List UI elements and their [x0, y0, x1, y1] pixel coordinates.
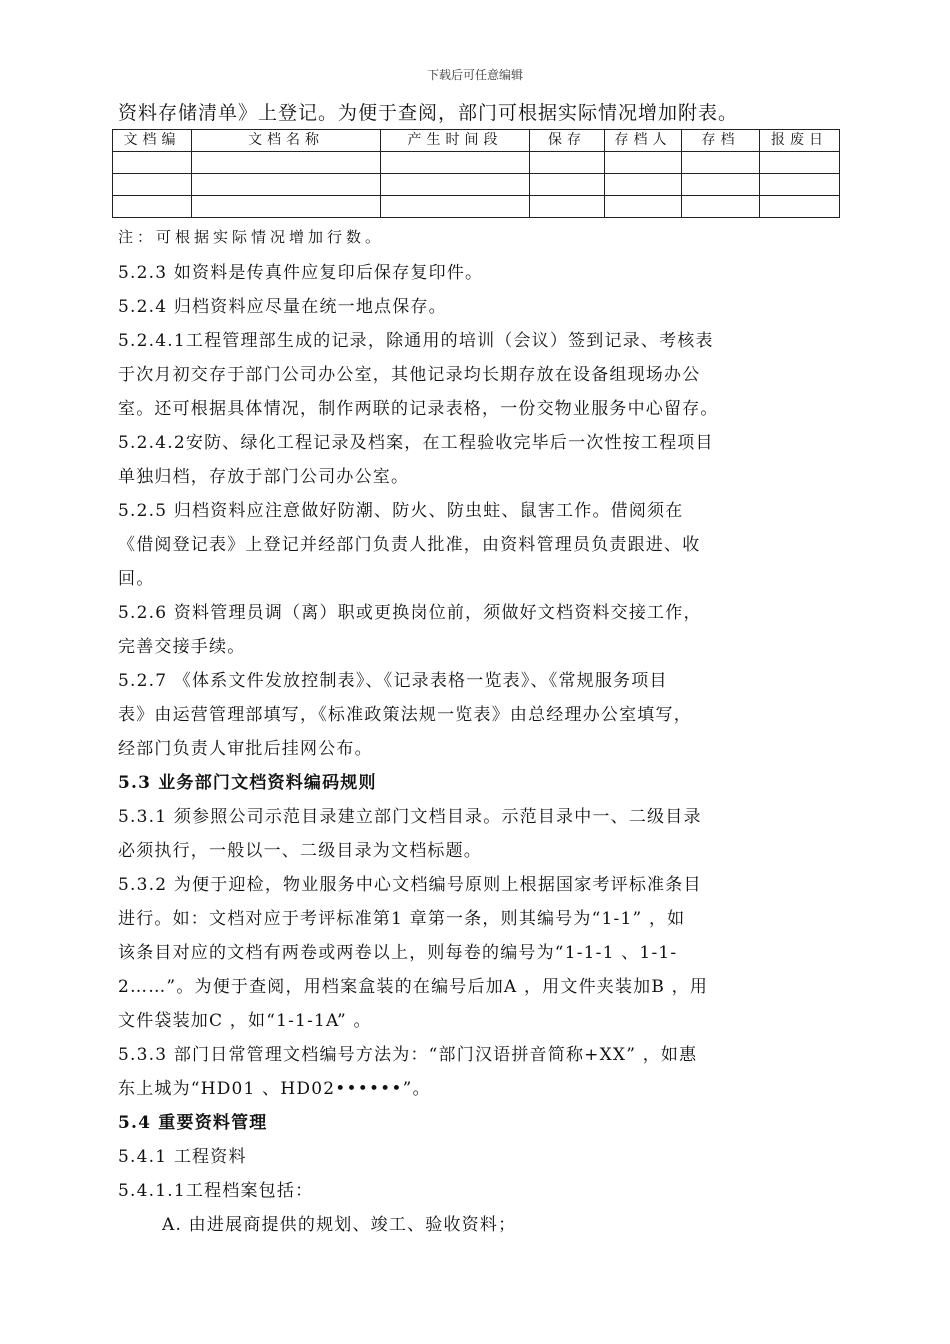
section-heading-5-4: 5.4 重要资料管理	[118, 1113, 268, 1133]
table-cell	[381, 152, 530, 174]
table-cell	[760, 196, 840, 218]
clause-5-2-5: 5.2.5 归档资料应注意做好防潮、防火、防虫蛀、鼠害工作。借阅须在	[118, 501, 684, 521]
clause-5-2-7: 5.2.7 《体系文件发放控制表》、《记录表格一览表》、《常规服务项目	[118, 671, 668, 691]
body-line: 单独归档，存放于部门公司办公室。	[118, 467, 410, 487]
table-row	[113, 174, 840, 196]
clause-5-3-3: 5.3.3 部门日常管理文档编号方法为：“部门汉语拼音简称+XX” ，如惠	[118, 1045, 698, 1065]
clause-5-2-4: 5.2.4 归档资料应尽量在统一地点保存。	[118, 297, 447, 317]
table-cell	[381, 196, 530, 218]
body-line: 《借阅登记表》上登记并经部门负责人批准，由资料管理员负责跟进、收	[118, 535, 701, 555]
body-line: 东上城为“HD01 、HD02••••••”。	[118, 1079, 431, 1099]
column-header: 产生时间段	[381, 130, 530, 152]
column-header: 文档编	[113, 130, 192, 152]
clause-5-3-2: 5.3.2 为便于迎检，物业服务中心文档编号原则上根据国家考评标准条目	[118, 875, 702, 895]
clause-5-4-1: 5.4.1 工程资料	[118, 1147, 247, 1167]
table-cell	[605, 152, 682, 174]
list-item-a: A. 由进展商提供的规划、竣工、验收资料；	[162, 1215, 517, 1235]
body-line: 室。还可根据具体情况，制作两联的记录表格，一份交物业服务中心留存。	[118, 399, 719, 419]
table-cell	[113, 152, 192, 174]
table-cell	[113, 174, 192, 196]
body-line: 文件袋装加C ，如“1-1-1A” 。	[118, 1011, 372, 1031]
body-line: 表》由运营管理部填写，《标准政策法规一览表》由总经理办公室填写，	[118, 705, 692, 725]
table-cell	[760, 174, 840, 196]
table-cell	[192, 152, 381, 174]
table-cell	[605, 196, 682, 218]
clause-5-2-3: 5.2.3 如资料是传真件应复印后保存复印件。	[118, 263, 484, 283]
table-cell	[682, 196, 760, 218]
table-cell	[113, 196, 192, 218]
clause-5-2-6: 5.2.6 资料管理员调（离）职或更换岗位前，须做好文档资料交接工作，	[118, 603, 702, 623]
table-row	[113, 196, 840, 218]
body-line: 进行。如：文档对应于考评标准第1 章第一条，则其编号为“1-1” ，如	[118, 909, 686, 929]
clause-5-2-4-2: 5.2.4.2安防、绿化工程记录及档案，在工程验收完毕后一次性按工程项目	[118, 433, 714, 453]
body-line: 2……”。为便于查阅，用档案盒装的在编号后加A ，用文件夹装加B ，用	[118, 977, 709, 997]
body-line: 于次月初交存于部门公司办公室，其他记录均长期存放在设备组现场办公	[118, 365, 701, 385]
table-row	[113, 152, 840, 174]
table-note: 注：可根据实际情况增加行数。	[118, 228, 385, 246]
table-cell	[682, 152, 760, 174]
body-line: 经部门负责人审批后挂网公布。	[118, 739, 373, 759]
clause-5-3-1: 5.3.1 须参照公司示范目录建立部门文档目录。示范目录中一、二级目录	[118, 807, 702, 827]
body-line: 完善交接手续。	[118, 637, 246, 657]
clause-5-4-1-1: 5.4.1.1工程档案包括：	[118, 1181, 314, 1201]
table-cell	[682, 174, 760, 196]
table-cell	[530, 196, 605, 218]
page-header: 下载后可任意编辑	[426, 68, 523, 82]
table-cell	[530, 174, 605, 196]
column-header: 保存	[530, 130, 605, 152]
table-cell	[192, 196, 381, 218]
clause-5-2-4-1: 5.2.4.1工程管理部生成的记录，除通用的培训（会议）签到记录、考核表	[118, 331, 714, 351]
column-header: 文档名称	[192, 130, 381, 152]
column-header: 存档人	[605, 130, 682, 152]
section-heading-5-3: 5.3 业务部门文档资料编码规则	[118, 773, 377, 793]
table-cell	[192, 174, 381, 196]
table-cell	[381, 174, 530, 196]
table-cell	[605, 174, 682, 196]
body-line: 必须执行，一般以一、二级目录为文档标题。	[118, 841, 482, 861]
document-body	[118, 226, 838, 1242]
intro-line: 资料存储清单》上登记。为便于查阅，部门可根据实际情况增加附表。	[118, 102, 739, 124]
table-header-row	[113, 130, 840, 152]
table-cell	[530, 152, 605, 174]
body-line: 回。	[118, 569, 155, 589]
column-header: 存档	[682, 130, 760, 152]
body-line: 该条目对应的文档有两卷或两卷以上，则每卷的编号为“1-1-1 、1-1-	[118, 943, 678, 963]
storage-register-table	[112, 129, 840, 218]
column-header: 报废日	[760, 130, 840, 152]
table-cell	[760, 152, 840, 174]
